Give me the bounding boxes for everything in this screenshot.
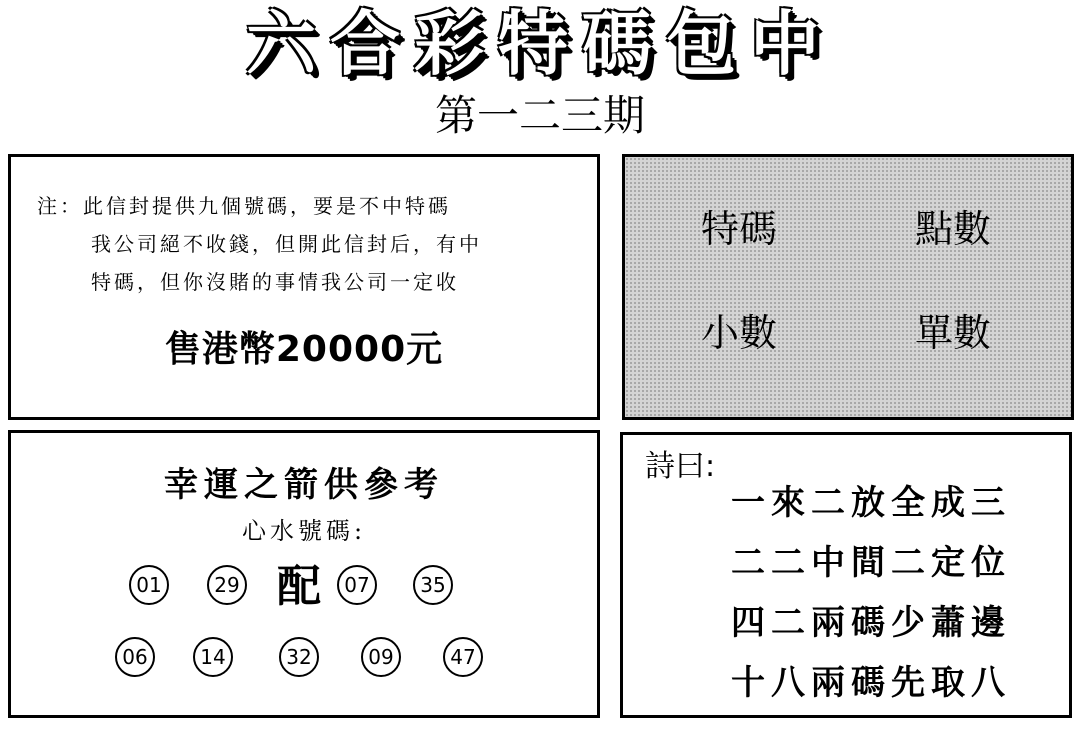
number-ball: 14 (193, 637, 233, 677)
lucky-title: 幸運之箭供參考 (164, 465, 444, 505)
number-ball: 09 (361, 637, 401, 677)
price-text: 售港幣20000元 (164, 329, 444, 370)
poem-line: 四二兩碼少蕭邊 (731, 603, 1011, 643)
number-ball: 29 (207, 565, 247, 605)
notice-line: 我公司絕不收錢，但開此信封后，有中 (91, 232, 482, 256)
poem-line: 二二中間二定位 (731, 543, 1011, 583)
number-ball: 06 (115, 637, 155, 677)
category-label: 點數 (915, 207, 992, 251)
categories-box (622, 154, 1074, 420)
lucky-subtitle: 心水號碼: (241, 517, 367, 545)
number-ball: 01 (129, 565, 169, 605)
category-label: 單數 (915, 311, 992, 355)
number-ball: 47 (443, 637, 483, 677)
poem-line: 十八兩碼先取八 (731, 663, 1011, 703)
poem-label: 詩曰: (645, 449, 716, 484)
pair-label: 配 (277, 561, 321, 612)
lucky-numbers-box (8, 430, 600, 718)
poem-box (620, 432, 1072, 718)
number-ball: 07 (337, 565, 377, 605)
category-label: 特碼 (701, 207, 778, 251)
number-ball: 35 (413, 565, 453, 605)
number-ball: 32 (279, 637, 319, 677)
notice-line: 注：此信封提供九個號碼，要是不中特碼 (37, 194, 451, 218)
page-title: 六合彩特碼包中 (246, 2, 834, 85)
category-label: 小數 (701, 311, 778, 355)
issue-number: 第一二三期 (434, 91, 645, 140)
notice-line: 特碼，但你沒賭的事情我公司一定收 (91, 270, 459, 294)
poem-line: 一來二放全成三 (731, 483, 1011, 523)
notice-box (8, 154, 600, 420)
